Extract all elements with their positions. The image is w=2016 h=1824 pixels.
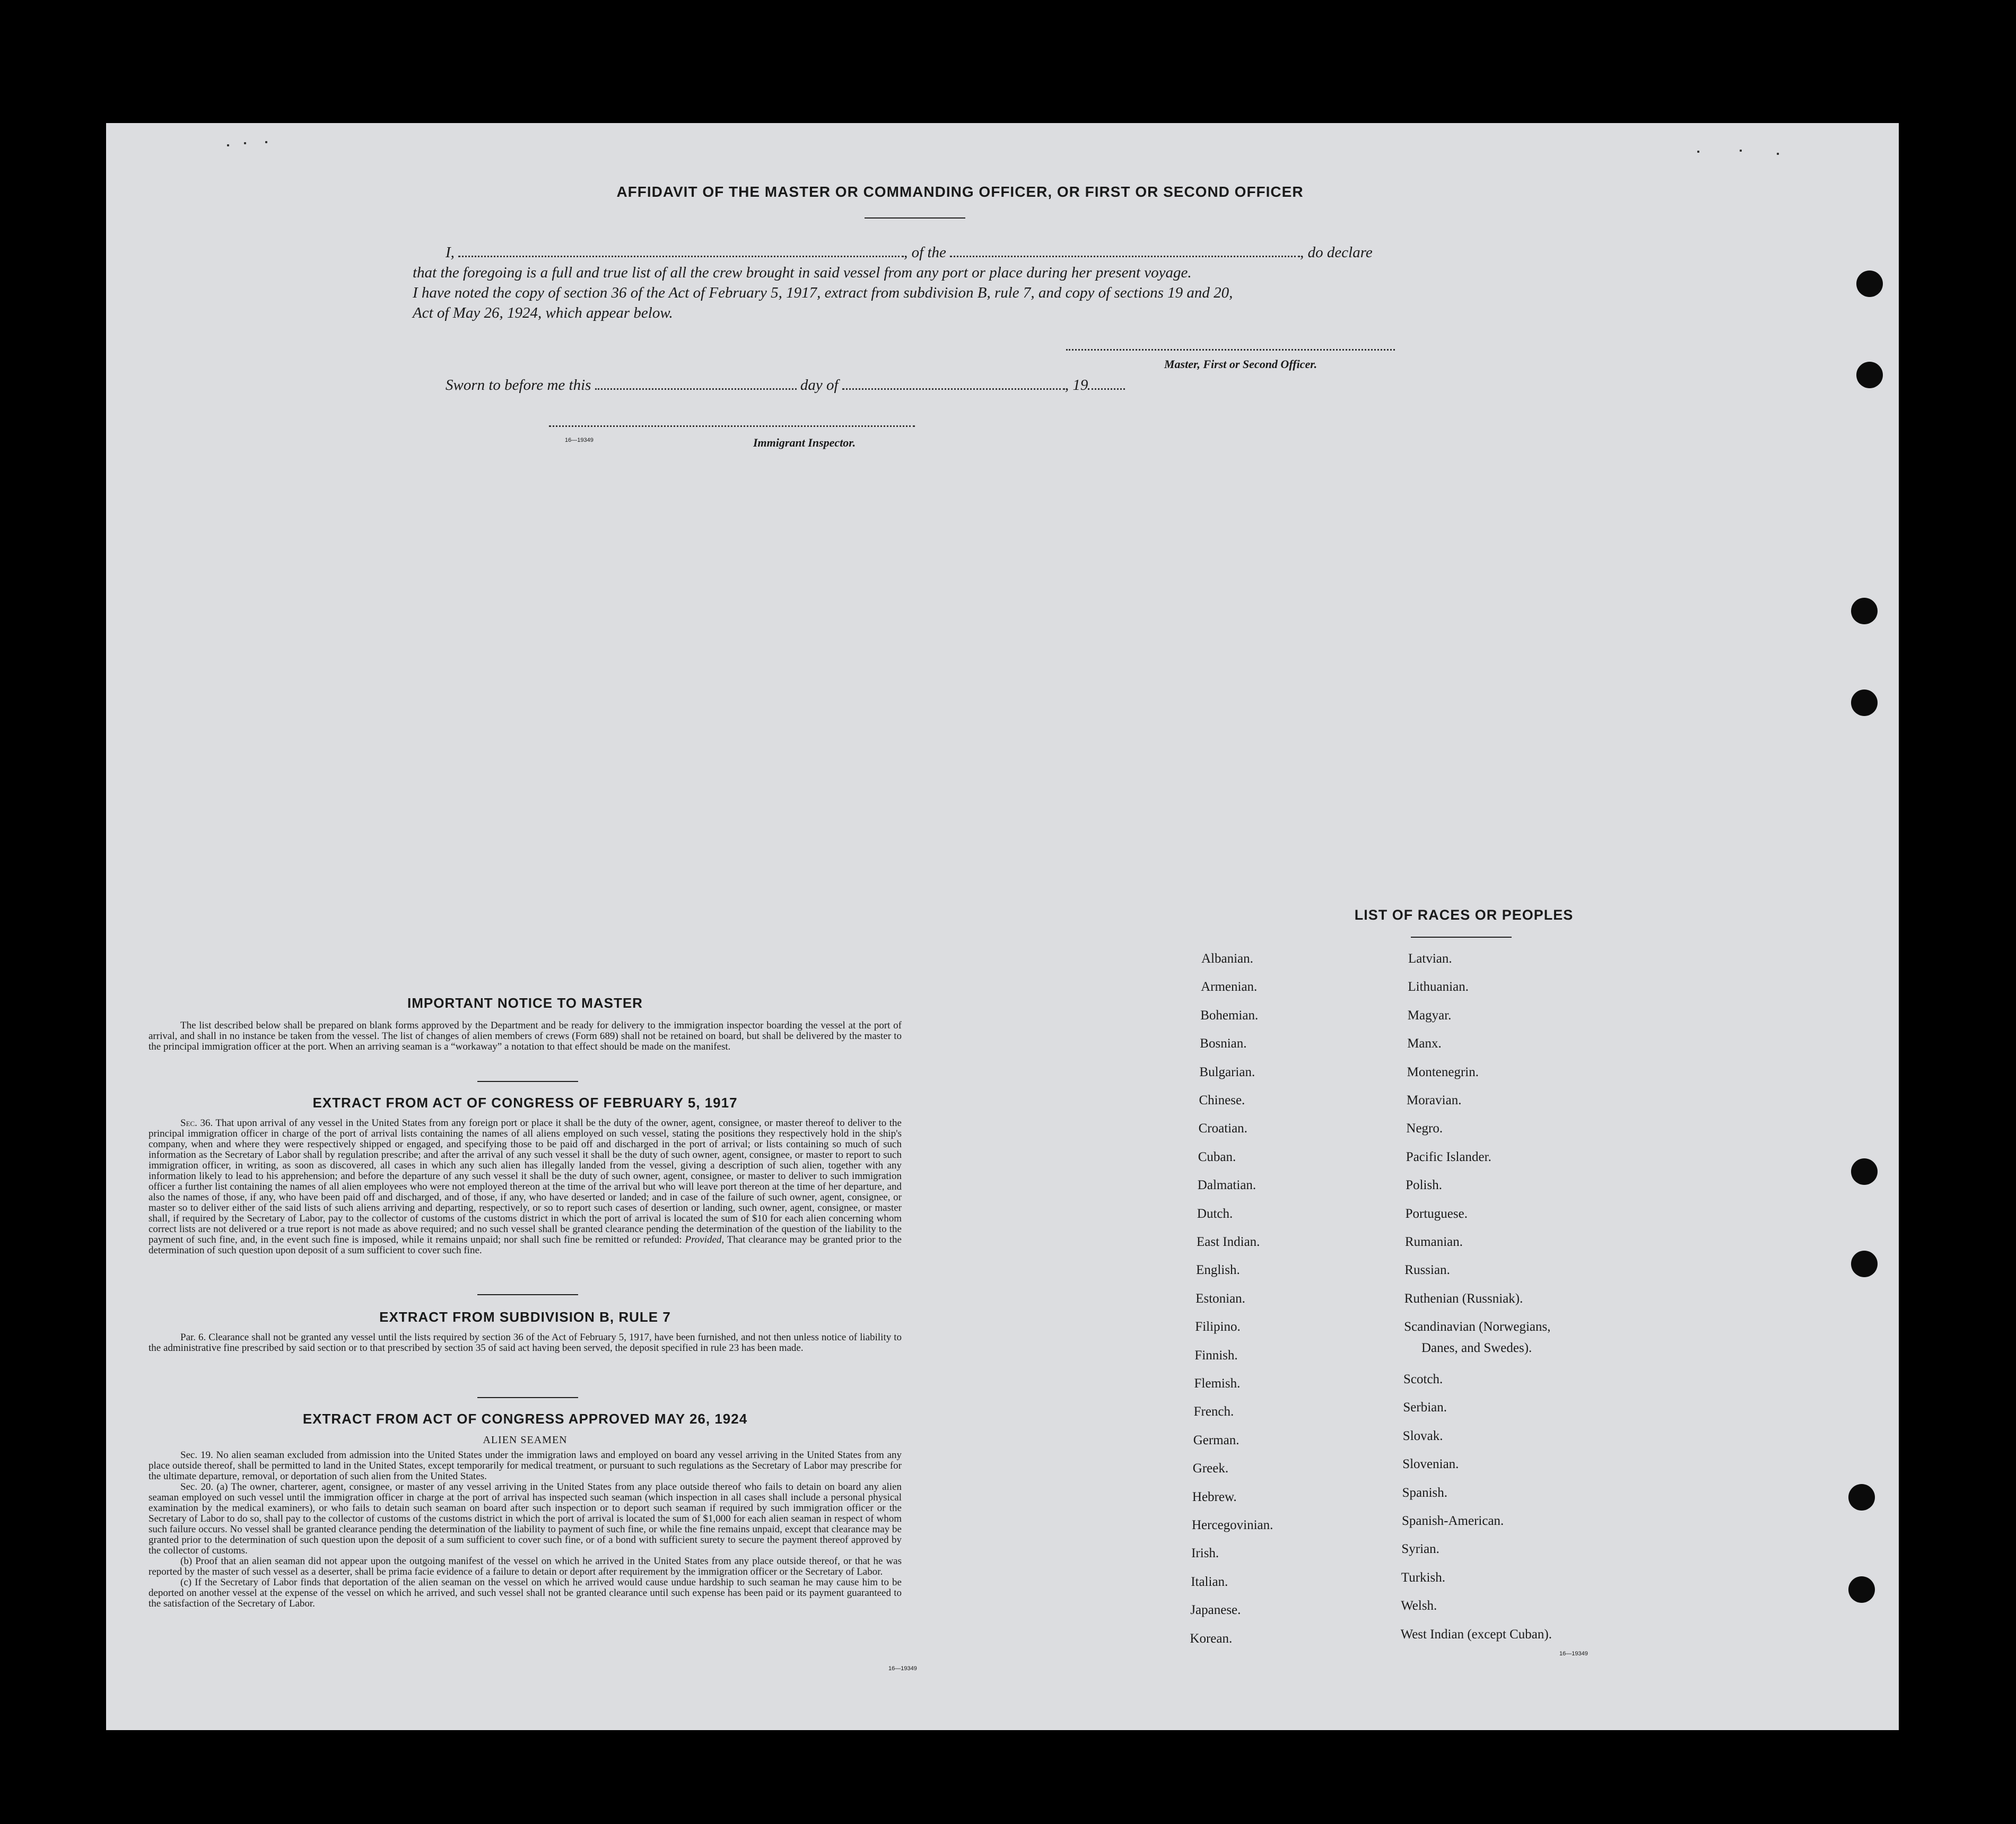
race-item: Filipino. (1195, 1320, 1241, 1334)
rule7-body (149, 1332, 902, 1354)
race-item: Latvian. (1408, 952, 1452, 966)
race-item: Italian. (1191, 1574, 1228, 1589)
notice-title: IMPORTANT NOTICE TO MASTER (407, 995, 643, 1011)
affidavit-title: AFFIDAVIT OF THE MASTER OR COMMANDING OFFICER, OR FIRST OR SECOND OFFICER (616, 184, 1304, 200)
vessel-blank[interactable] (950, 256, 1300, 257)
race-item: Scandinavian (Norwegians, (1404, 1320, 1551, 1334)
punch-hole (1851, 1158, 1878, 1185)
race-item: Japanese. (1190, 1603, 1241, 1618)
race-item: Portuguese. (1405, 1206, 1468, 1221)
race-item: Turkish. (1401, 1570, 1445, 1585)
affidavit-form-number: 16—19349 (565, 437, 594, 443)
races-form-number: 16—19349 (1559, 1651, 1588, 1657)
sec20a-text: (a) The owner, charterer, agent, consignee, or master of any vessel arriving in the United States from any place outside thereof who fails to detain on board any alien seaman employed on such vessel until the immigration officer in charge at the port of arrival has inspected such seaman (which inspection in all cases shall include a personal physical examination by the medical examiners), or who fails to detain such seaman on board after such inspection or to deport such seaman if required by such immigration officer or the Secretary of Labor to do so, shall pay to the collector of customs of the customs district in which the port of arrival is located the sum of $1,000 for each alien seaman in respect of whom such failure occurs. No vessel shall be granted clearance pending the determination of the liability to payment of such fine, or while the fine remains unpaid, except that clearance may be granted prior to the determination of such question upon the deposit of a sum sufficient to cover such fine, or of a bond with sufficient surety to secure the payment thereof approved by the collector of customs. (149, 1481, 902, 1556)
sec19-text: No alien seaman excluded from admission into the United States under the immigration laws and employed on board any vessel arriving in the United States from any place outside thereof, shall be permitted to land in the United States, except temporarily for medical treatment, or pursuant to such regulations as the Secretary of Labor may prescribe for the ultimate departure, removal, or deportation of such alien from the United States. (149, 1450, 902, 1482)
race-item: Hercegovinian. (1192, 1518, 1273, 1532)
title-rule (865, 217, 965, 219)
affidavit-of-the: , of the (904, 244, 946, 261)
race-item: Serbian. (1403, 1400, 1447, 1415)
race-item: Estonian. (1195, 1291, 1245, 1306)
speck (265, 141, 267, 143)
affidavit-line1 (446, 244, 1559, 261)
punch-hole (1848, 1484, 1875, 1511)
race-item: Moravian. (1407, 1093, 1462, 1107)
sec20b-text: (b) Proof that an alien seaman did not appear upon the outgoing manifest of the vessel on which he arrived in the United States from any place outside thereof, or that he was reported by the master of such vessel as a deserter, shall be prima facie evidence of a failure to detain or deport after requirement by the immigration officer or the Secretary of Labor. (149, 1556, 902, 1577)
punch-hole (1856, 270, 1883, 297)
punch-hole (1851, 690, 1878, 716)
race-item: Hebrew. (1192, 1489, 1237, 1504)
race-item: Scotch. (1403, 1372, 1443, 1386)
race-item: Bohemian. (1200, 1008, 1259, 1023)
punch-hole (1856, 362, 1883, 388)
race-item: Spanish-American. (1402, 1514, 1504, 1528)
extract-1924-subtitle: ALIEN SEAMEN (483, 1434, 568, 1446)
punch-hole (1848, 1576, 1875, 1603)
race-item: Korean. (1190, 1631, 1233, 1646)
par6-text: Clearance shall not be granted any vessel until the lists required by section 36 of the Act of February 5, 1917, have been furnished, and not then unless notice of liability to the administrative fine prescribed by said section or to that prescribed by section 35 of said act having been served, the deposit specified in rule 23 has been made. (149, 1332, 902, 1354)
affidavit-declare: , do declare (1300, 244, 1373, 261)
affidavit-line2: that the foregoing is a full and true list of all the crew brought in said vessel from any port or place during her present voyage. (413, 264, 1192, 281)
extract-1917-body (149, 1118, 902, 1256)
extract-1924-form-number: 16—19349 (888, 1665, 917, 1672)
race-item: Greek. (1192, 1461, 1229, 1476)
speck (227, 144, 229, 146)
races-title: LIST OF RACES OR PEOPLES (1354, 907, 1574, 923)
race-item: Cuban. (1198, 1149, 1236, 1164)
sec19-label: Sec. 19. (180, 1450, 213, 1461)
sec36-provided: Provided, (685, 1234, 725, 1245)
sworn-month-blank[interactable] (842, 388, 1065, 390)
race-item: Slovenian. (1402, 1457, 1459, 1472)
race-item: English. (1196, 1263, 1240, 1278)
rule7-title: EXTRACT FROM SUBDIVISION B, RULE 7 (379, 1309, 671, 1325)
race-item: Manx. (1407, 1036, 1442, 1051)
race-item: Spanish. (1402, 1485, 1448, 1500)
race-scandinavian-cont: Danes, and Swedes). (1421, 1341, 1532, 1355)
sworn-prefix: Sworn to before me this (446, 377, 591, 394)
sec36-end: That clearance may be granted prior to the determination of such question upon deposit of a sum sufficient to cover such fine. (149, 1234, 902, 1256)
race-item: Bulgarian. (1199, 1064, 1255, 1079)
master-signature-blank[interactable] (1066, 349, 1395, 351)
notice-text: The list described below shall be prepared on blank forms approved by the Department and be ready for delivery to the immigration inspector boarding the vessel at the port of arrival, and shall in no instance be taken from the vessel. The list of changes of alien members of crews (Form 689) shall not be retained on board, but shall be delivered by the master to the principal immigration officer at the port. When an arriving seaman is a “workaway” a notation to that effect should be made on the manifest. (149, 1020, 902, 1052)
races-rule (1411, 937, 1512, 938)
race-item: Croatian. (1198, 1121, 1247, 1136)
race-item: Irish. (1191, 1546, 1219, 1561)
punch-hole (1851, 598, 1878, 624)
race-item: Magyar. (1407, 1008, 1452, 1023)
race-item: Armenian. (1201, 980, 1258, 994)
race-item: East Indian. (1197, 1235, 1260, 1249)
sworn-day-blank[interactable] (595, 388, 797, 390)
sworn-line (446, 377, 1125, 394)
affidavit-line3: I have noted the copy of section 36 of the Act of February 5, 1917, extract from subdivision B, rule 7, and copy of sections 19 and 20, (413, 284, 1233, 301)
sec20c-paragraph (149, 1577, 902, 1609)
speck (1740, 150, 1742, 152)
race-item: Dalmatian. (1197, 1178, 1256, 1193)
race-item: French. (1193, 1404, 1234, 1419)
affidavit-line4: Act of May 26, 1924, which appear below. (413, 304, 673, 321)
sworn-day-of: day of (800, 377, 839, 394)
sworn-year: , 19 (1064, 377, 1088, 394)
race-item: Welsh. (1401, 1599, 1437, 1613)
race-item: Flemish. (1194, 1376, 1241, 1391)
race-item: Rumanian. (1405, 1235, 1463, 1249)
inspector-signature-blank[interactable] (549, 425, 915, 427)
race-item: Montenegrin. (1407, 1064, 1479, 1079)
sec20-label: Sec. 20. (180, 1481, 214, 1493)
race-item: Ruthenian (Russniak). (1404, 1291, 1523, 1306)
race-item: Pacific Islander. (1406, 1149, 1491, 1164)
race-item: Lithuanian. (1408, 980, 1469, 994)
section-rule (477, 1081, 578, 1082)
affidavit-i: I, (446, 244, 455, 261)
race-item: Chinese. (1199, 1093, 1245, 1107)
extract-1917-title: EXTRACT FROM ACT OF CONGRESS OF FEBRUARY 5, 1917 (312, 1095, 738, 1111)
extract-1924-body (149, 1450, 902, 1609)
race-item: Polish. (1406, 1178, 1442, 1193)
sec19-paragraph (149, 1450, 902, 1482)
race-item: Bosnian. (1200, 1036, 1247, 1051)
form-sheet (106, 123, 1899, 1730)
race-item: Albanian. (1201, 952, 1253, 966)
race-item: Negro. (1406, 1121, 1443, 1136)
notice-body (149, 1020, 902, 1052)
master-signature-label: Master, First or Second Officer. (1164, 357, 1317, 371)
race-item: Dutch. (1197, 1206, 1233, 1221)
sec36-label: Sec. 36. (180, 1118, 213, 1129)
race-item: Russian. (1404, 1263, 1450, 1278)
section-rule (477, 1397, 578, 1398)
sec20a-paragraph (149, 1482, 902, 1556)
inspector-label: Immigrant Inspector. (753, 436, 856, 449)
speck (1777, 153, 1779, 155)
speck (1697, 151, 1699, 153)
punch-hole (1851, 1251, 1878, 1277)
race-item: Slovak. (1402, 1428, 1443, 1443)
sec20b-paragraph (149, 1556, 902, 1577)
par6-label: Par. 6. (180, 1332, 206, 1343)
name-blank[interactable] (458, 256, 904, 257)
section-rule (477, 1294, 578, 1295)
race-item: West Indian (except Cuban). (1400, 1627, 1552, 1642)
race-item: Finnish. (1194, 1348, 1238, 1363)
race-item: German. (1193, 1433, 1240, 1447)
sworn-year-blank[interactable] (1088, 388, 1125, 390)
sec20c-text: (c) If the Secretary of Labor finds that deportation of the alien seaman on the vessel on which he arrived would cause undue hardship to such seaman he may cause him to be deported on another vessel at the expense of the vessel on which he arrived, and such vessel shall not be granted clearance until such expense has been paid or its payment guaranteed to the satisfaction of the Secretary of Labor. (149, 1577, 902, 1609)
extract-1924-title: EXTRACT FROM ACT OF CONGRESS APPROVED MAY 26, 1924 (302, 1411, 748, 1427)
speck (244, 142, 246, 144)
race-item: Syrian. (1401, 1542, 1439, 1557)
sec36-text: That upon arrival of any vessel in the United States from any foreign port or place it shall be the duty of the owner, agent, consignee, or master thereof to deliver to the principal immigration officer in charge of the port of arrival lists containing the names of all aliens employed on such vessel, stating the positions they respectively hold in the ship's company, when and where they were respectively shipped or engaged, and specifying those to be paid off and discharged in the port of arrival; or lists containing so much of such information as the Secretary of Labor shall by regulation prescribe; and after the arrival of any such vessel it shall be the duty of such owner, agent, consignee, or master to report to such immigration officer, in writing, as soon as discovered, all cases in which any such alien has illegally landed from the vessel, giving a description of such alien, together with any information likely to lead to his apprehension; and before the departure of any such vessel it shall be the duty of such owner, agent, consignee, or master to deliver to such immigration officer a further list containing the names of all alien employees who were not employed thereon at the time of the arrival but who will leave port thereon at the time of her departure, and also the names of those, if any, who have been paid off and discharged, and of those, if any, who have deserted or landed; and in case of the failure of such owner, agent, consignee, or master so to deliver either of the said lists of such aliens arriving and departing, respectively, or so to report such cases of desertion or landing, such owner, agent, consignee, or master shall, if required by the Secretary of Labor, pay to the collector of customs of the customs district in which the port of arrival is located the sum of $10 for each alien concerning whom correct lists are not delivered or a true report is not made as above required; and no such vessel shall be granted clearance pending the determination of the question of the liability to the payment of such fine, and, in the event such fine is imposed, while it remains unpaid; nor shall such fine be remitted or refunded: (149, 1118, 902, 1245)
